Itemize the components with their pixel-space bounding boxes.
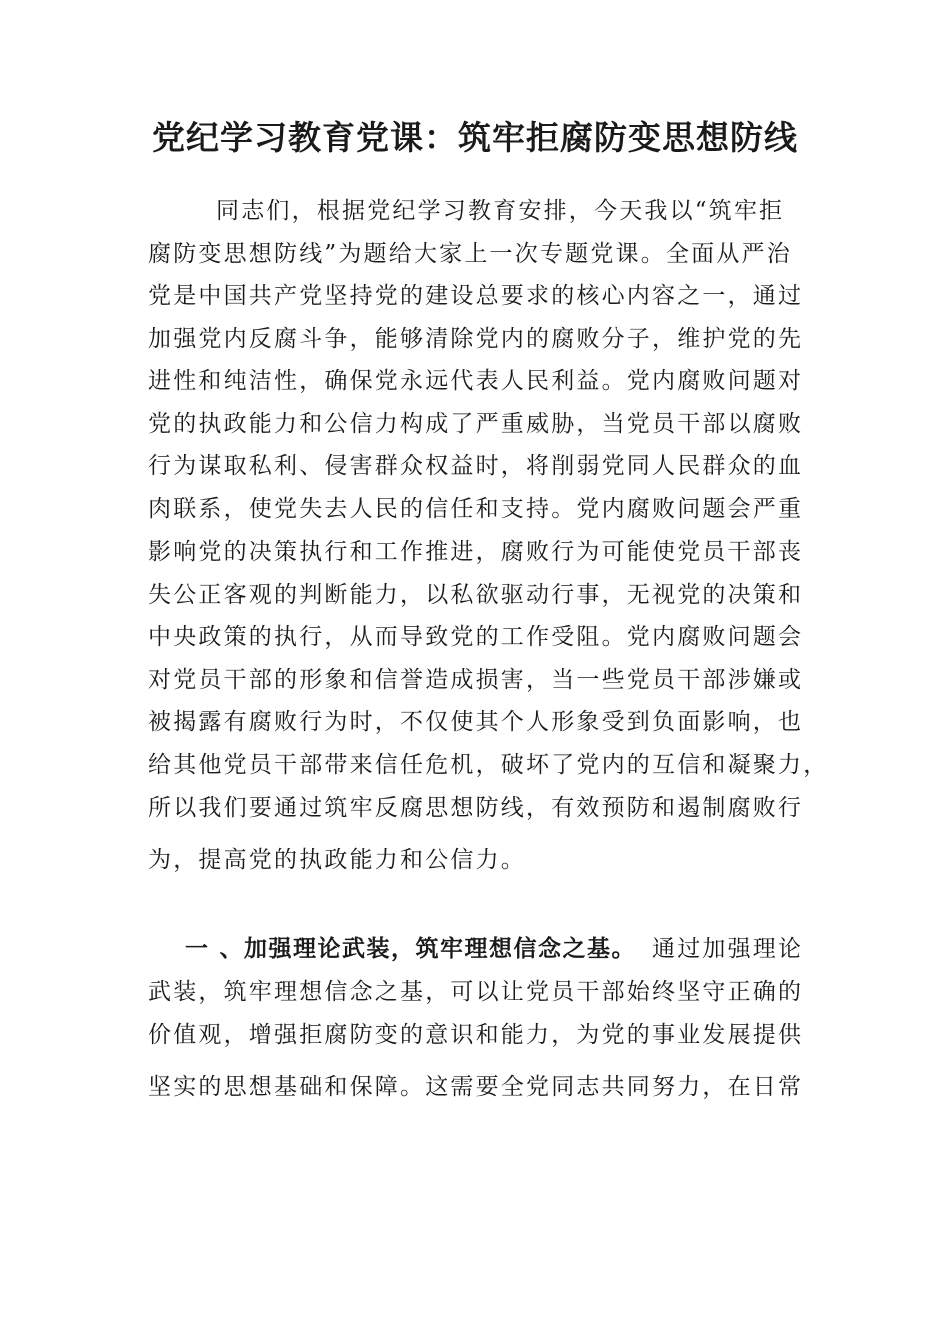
text-line: 影响党的决策执行和工作推进，腐败行为可能使党员干部丧 bbox=[148, 539, 804, 565]
section-heading-rest: 通过加强理论 bbox=[652, 936, 804, 962]
section-number: 一 bbox=[185, 936, 210, 962]
text-line: 对党员干部的形象和信誉造成损害，当一些党员干部涉嫌或 bbox=[148, 667, 804, 693]
section-heading-line bbox=[185, 934, 815, 964]
text-line: 价值观，增强拒腐防变的意识和能力，为党的事业发展提供 bbox=[148, 1022, 804, 1048]
text-line: 为，提高党的执政能力和公信力。 bbox=[148, 847, 526, 873]
text-line: 腐防变思想防线”为题给大家上一次专题党课。全面从严治 bbox=[148, 241, 792, 267]
text-line: 同志们，根据党纪学习教育安排，今天我以“筑牢拒 bbox=[216, 198, 785, 224]
text-line: 肉联系，使党失去人民的信任和支持。党内腐败问题会严重 bbox=[148, 496, 804, 522]
text-line: 党的执政能力和公信力构成了严重威胁，当党员干部以腐败 bbox=[148, 411, 804, 437]
text-line: 失公正客观的判断能力，以私欲驱动行事，无视党的决策和 bbox=[148, 582, 804, 608]
text-line: 被揭露有腐败行为时，不仅使其个人形象受到负面影响，也 bbox=[148, 709, 804, 735]
text-line: 所以我们要通过筑牢反腐思想防线，有效预防和遏制腐败行 bbox=[148, 795, 804, 821]
text-line: 给其他党员干部带来信任危机，破坏了党内的互信和凝聚力， bbox=[148, 752, 829, 778]
text-line: 进性和纯洁性，确保党永远代表人民利益。党内腐败问题对 bbox=[148, 368, 804, 394]
document-title: 党纪学习教育党课：筑牢拒腐防变思想防线 bbox=[152, 118, 798, 157]
text-line: 行为谋取私利、侵害群众权益时，将削弱党同人民群众的血 bbox=[148, 453, 804, 479]
text-line: 武装，筑牢理想信念之基，可以让党员干部始终坚守正确的 bbox=[148, 979, 804, 1005]
section-heading: 、加强理论武装，筑牢理想信念之基。 bbox=[219, 936, 636, 962]
text-line: 加强党内反腐斗争，能够清除党内的腐败分子，维护党的先 bbox=[148, 326, 804, 352]
text-line: 中央政策的执行，从而导致党的工作受阻。党内腐败问题会 bbox=[148, 624, 804, 650]
text-line: 党是中国共产党坚持党的建设总要求的核心内容之一，通过 bbox=[148, 283, 804, 309]
text-line: 坚实的思想基础和保障。这需要全党同志共同努力，在日常 bbox=[148, 1074, 804, 1100]
